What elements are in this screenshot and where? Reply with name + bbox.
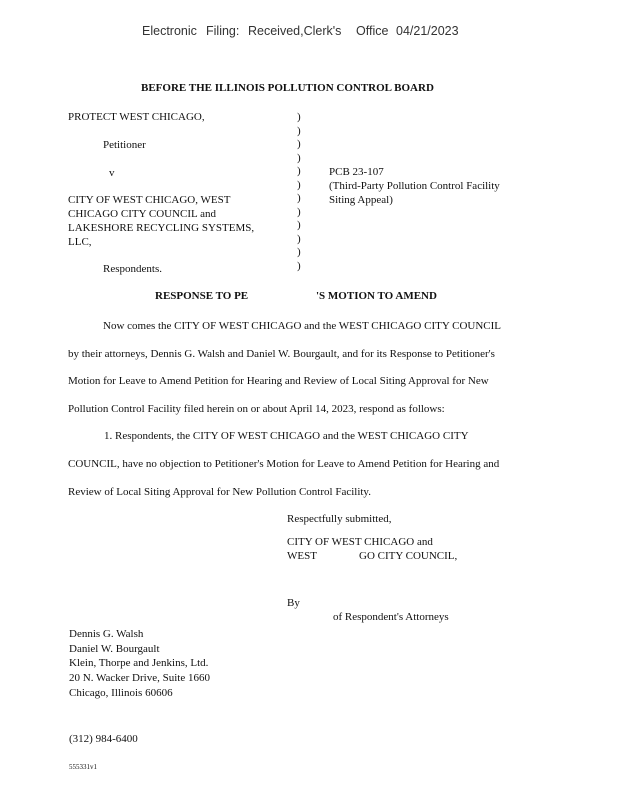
heading-left: RESPONSE TO PE bbox=[155, 290, 249, 302]
caption-parens bbox=[297, 111, 301, 273]
paragraph-1-line-4: Pollution Control Facility filed herein on or about April 14, 2023, respond as follows: bbox=[68, 403, 445, 415]
attorney-line-5: Chicago, Illinois 60606 bbox=[69, 687, 173, 699]
case-description-1: (Third-Party Pollution Control Facility bbox=[329, 180, 500, 192]
petitioner-role: Petitioner bbox=[103, 139, 146, 151]
paren: ) bbox=[297, 151, 301, 164]
document-id: 555331v1 bbox=[69, 763, 97, 771]
respondent-role: Respondents. bbox=[103, 263, 162, 275]
stamp-date: 04/21/2023 bbox=[396, 24, 459, 38]
attorney-line-1: Dennis G. Walsh bbox=[69, 628, 144, 640]
paragraph-1-line-1: Now comes the CITY OF WEST CHICAGO and the WEST CHICAGO CITY COUNCIL bbox=[103, 320, 502, 332]
paren: ) bbox=[297, 232, 301, 245]
case-number: PCB 23-107 bbox=[329, 166, 384, 178]
paren: ) bbox=[297, 124, 301, 137]
paren: ) bbox=[297, 111, 301, 123]
paren: ) bbox=[297, 165, 301, 177]
attorney-line-2: Daniel W. Bourgault bbox=[69, 643, 160, 655]
board-title: BEFORE THE ILLINOIS POLLUTION CONTROL BOARD bbox=[141, 82, 434, 94]
versus: v bbox=[109, 167, 115, 179]
signature-attorneys: of Respondent's Attorneys bbox=[333, 611, 449, 623]
attorney-line-4: 20 N. Wacker Drive, Suite 1660 bbox=[69, 672, 210, 684]
case-description-2: Siting Appeal) bbox=[329, 194, 393, 206]
paren: ) bbox=[297, 138, 301, 150]
stamp-filing: Filing: bbox=[206, 24, 240, 38]
stamp-electronic: Electronic bbox=[142, 24, 197, 38]
signature-by: By bbox=[287, 597, 300, 609]
petitioner-name: PROTECT WEST CHICAGO, bbox=[68, 111, 205, 123]
respondent-line-4: LLC, bbox=[68, 236, 92, 248]
paragraph-2-line-3: Review of Local Siting Approval for New Pollution Control Facility. bbox=[68, 486, 371, 498]
closing-council-a: WEST bbox=[287, 550, 317, 562]
paren: ) bbox=[297, 259, 301, 272]
paragraph-1-line-2: by their attorneys, Dennis G. Walsh and Daniel W. Bourgault, and for its Response to Petitioner's bbox=[68, 348, 495, 360]
respondent-line-3: LAKESHORE RECYCLING SYSTEMS, bbox=[68, 222, 255, 234]
respondent-line-1: CITY OF WEST CHICAGO, WEST bbox=[68, 194, 231, 206]
paren: ) bbox=[297, 205, 301, 218]
stamp-office: Office bbox=[356, 24, 389, 38]
attorney-phone: (312) 984-6400 bbox=[69, 733, 138, 745]
paragraph-2-line-2: COUNCIL, have no objection to Petitioner's Motion for Leave to Amend Petition for Hearing and bbox=[68, 458, 500, 470]
closing-council-b: GO CITY COUNCIL, bbox=[359, 550, 458, 562]
respondent-line-2: CHICAGO CITY COUNCIL and bbox=[68, 208, 216, 220]
paren: ) bbox=[297, 246, 301, 258]
respectfully-submitted: Respectfully submitted, bbox=[287, 513, 392, 525]
closing-city: CITY OF WEST CHICAGO and bbox=[287, 536, 433, 548]
paren: ) bbox=[297, 219, 301, 231]
stamp-received: Received,Clerk's bbox=[248, 24, 342, 38]
paren: ) bbox=[297, 192, 301, 204]
paren: ) bbox=[297, 178, 301, 191]
attorney-line-3: Klein, Thorpe and Jenkins, Ltd. bbox=[69, 657, 209, 669]
paragraph-2-line-1: 1. Respondents, the CITY OF WEST CHICAGO and the WEST CHICAGO CITY bbox=[104, 430, 469, 442]
heading-right: 'S MOTION TO AMEND bbox=[316, 290, 437, 302]
paragraph-1-line-3: Motion for Leave to Amend Petition for Hearing and Review of Local Siting Approval for New bbox=[68, 375, 489, 387]
